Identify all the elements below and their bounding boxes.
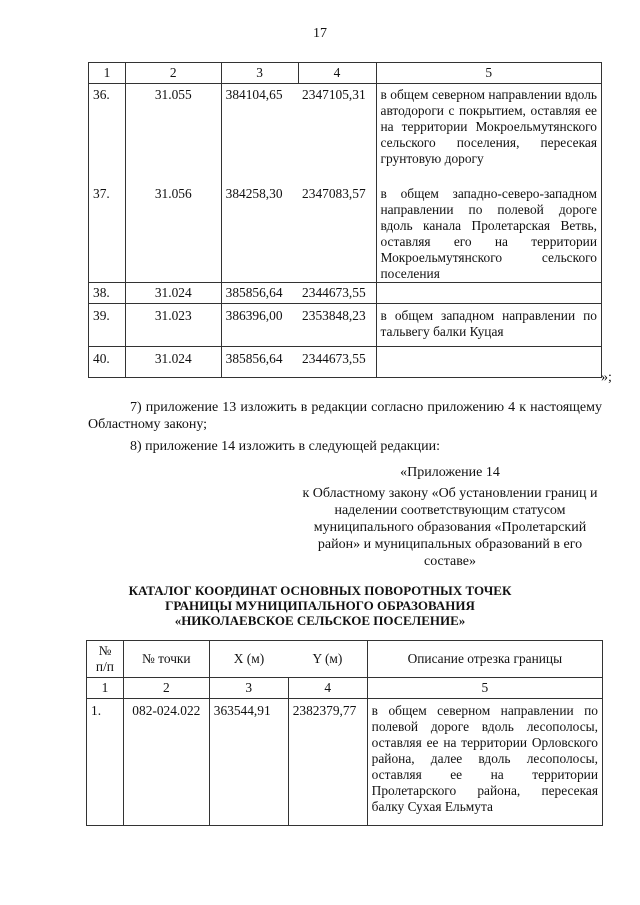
y-coordinate: 2382379,77 <box>288 699 367 826</box>
header-num: 3 <box>221 63 298 84</box>
y-coordinate: 2347083,57 <box>298 183 376 283</box>
row-number: 38. <box>89 283 126 304</box>
table-row <box>89 347 602 378</box>
catalog-title-line: ГРАНИЦЫ МУНИЦИПАЛЬНОГО ОБРАЗОВАНИЯ <box>165 598 475 613</box>
segment-description <box>376 283 602 304</box>
header-num: 5 <box>376 63 602 84</box>
x-coordinate: 385856,64 <box>221 283 298 304</box>
segment-description: в общем западном направлении по тальвегу балки Куцая <box>376 304 602 347</box>
x-coordinate: 386396,00 <box>221 304 298 347</box>
header-num: 5 <box>367 678 602 699</box>
point-number: 31.056 <box>125 183 221 283</box>
header-point: № точки <box>123 641 209 678</box>
point-number: 31.055 <box>125 84 221 184</box>
row-number: 40. <box>89 347 126 378</box>
catalog-title <box>0 583 640 628</box>
header-num: 2 <box>125 63 221 84</box>
x-coordinate: 384258,30 <box>221 183 298 283</box>
catalog-title-line: «НИКОЛАЕВСКОЕ СЕЛЬСКОЕ ПОСЕЛЕНИЕ» <box>174 613 466 628</box>
header-row-number <box>87 641 124 678</box>
header-num: 1 <box>87 678 124 699</box>
y-coordinate: 2344673,55 <box>298 347 376 378</box>
table-header-numbers <box>89 63 602 84</box>
table-row <box>89 84 602 184</box>
page-number: 17 <box>313 26 327 41</box>
y-coordinate: 2347105,31 <box>298 84 376 184</box>
header-y: Y (м) <box>288 641 367 678</box>
point-number: 31.024 <box>125 347 221 378</box>
table-row <box>89 183 602 283</box>
coordinates-table <box>86 640 603 826</box>
quote-close-mark: »; <box>601 370 612 385</box>
table-header <box>87 641 603 678</box>
segment-description: в общем западно-северо-западном направлении по полевой дороге вдоль канала Пролетарская Ветвь, оставляя его на территории Мокроельмутянского сельского поселения <box>376 183 602 283</box>
header-description: Описание отрезка границы <box>367 641 602 678</box>
appendix-reference: к Областному закону «Об установлении границ и наделении соответствующим статусом муниципального образования «Пролетарский район» и муниципальных образований в его составе» <box>302 486 598 569</box>
row-number: 36. <box>89 84 126 184</box>
segment-description <box>376 347 602 378</box>
header-num: 4 <box>298 63 376 84</box>
x-coordinate: 363544,91 <box>209 699 288 826</box>
header-num: 4 <box>288 678 367 699</box>
header-x: X (м) <box>209 641 288 678</box>
point-number: 31.023 <box>125 304 221 347</box>
row-number: 1. <box>87 699 124 826</box>
row-number: 37. <box>89 183 126 283</box>
table-row <box>87 699 603 826</box>
table-row <box>89 283 602 304</box>
header-label: № <box>98 643 112 658</box>
paragraph-7: 7) приложение 13 изложить в редакции согласно приложению 4 к настоящему Областному закону; <box>88 400 602 432</box>
x-coordinate: 385856,64 <box>221 347 298 378</box>
appendix-title: «Приложение 14 <box>400 465 500 480</box>
paragraph-8: 8) приложение 14 изложить в следующей редакции: <box>130 439 440 454</box>
header-num: 2 <box>123 678 209 699</box>
point-number: 31.024 <box>125 283 221 304</box>
row-number: 39. <box>89 304 126 347</box>
segment-description: в общем северном направлении вдоль автодороги с покрытием, оставляя ее на территории Мокроельмутянского сельского поселения, пересекая грунтовую дорогу <box>376 84 602 184</box>
y-coordinate: 2353848,23 <box>298 304 376 347</box>
coordinates-table-continued <box>88 62 602 378</box>
y-coordinate: 2344673,55 <box>298 283 376 304</box>
catalog-title-line: КАТАЛОГ КООРДИНАТ ОСНОВНЫХ ПОВОРОТНЫХ ТОЧЕК <box>128 583 512 598</box>
header-num: 3 <box>209 678 288 699</box>
header-label: п/п <box>95 659 114 674</box>
table-header-numbers <box>87 678 603 699</box>
x-coordinate: 384104,65 <box>221 84 298 184</box>
point-number: 082-024.022 <box>123 699 209 826</box>
segment-description: в общем северном направлении по полевой дороге вдоль лесополосы, оставляя ее на территории Орловского района, далее вдоль лесополосы, оставляя ее на территории Пролетарского района, пересекая балку Сухая Ельмута <box>367 699 602 826</box>
table-row <box>89 304 602 347</box>
header-num: 1 <box>89 63 126 84</box>
